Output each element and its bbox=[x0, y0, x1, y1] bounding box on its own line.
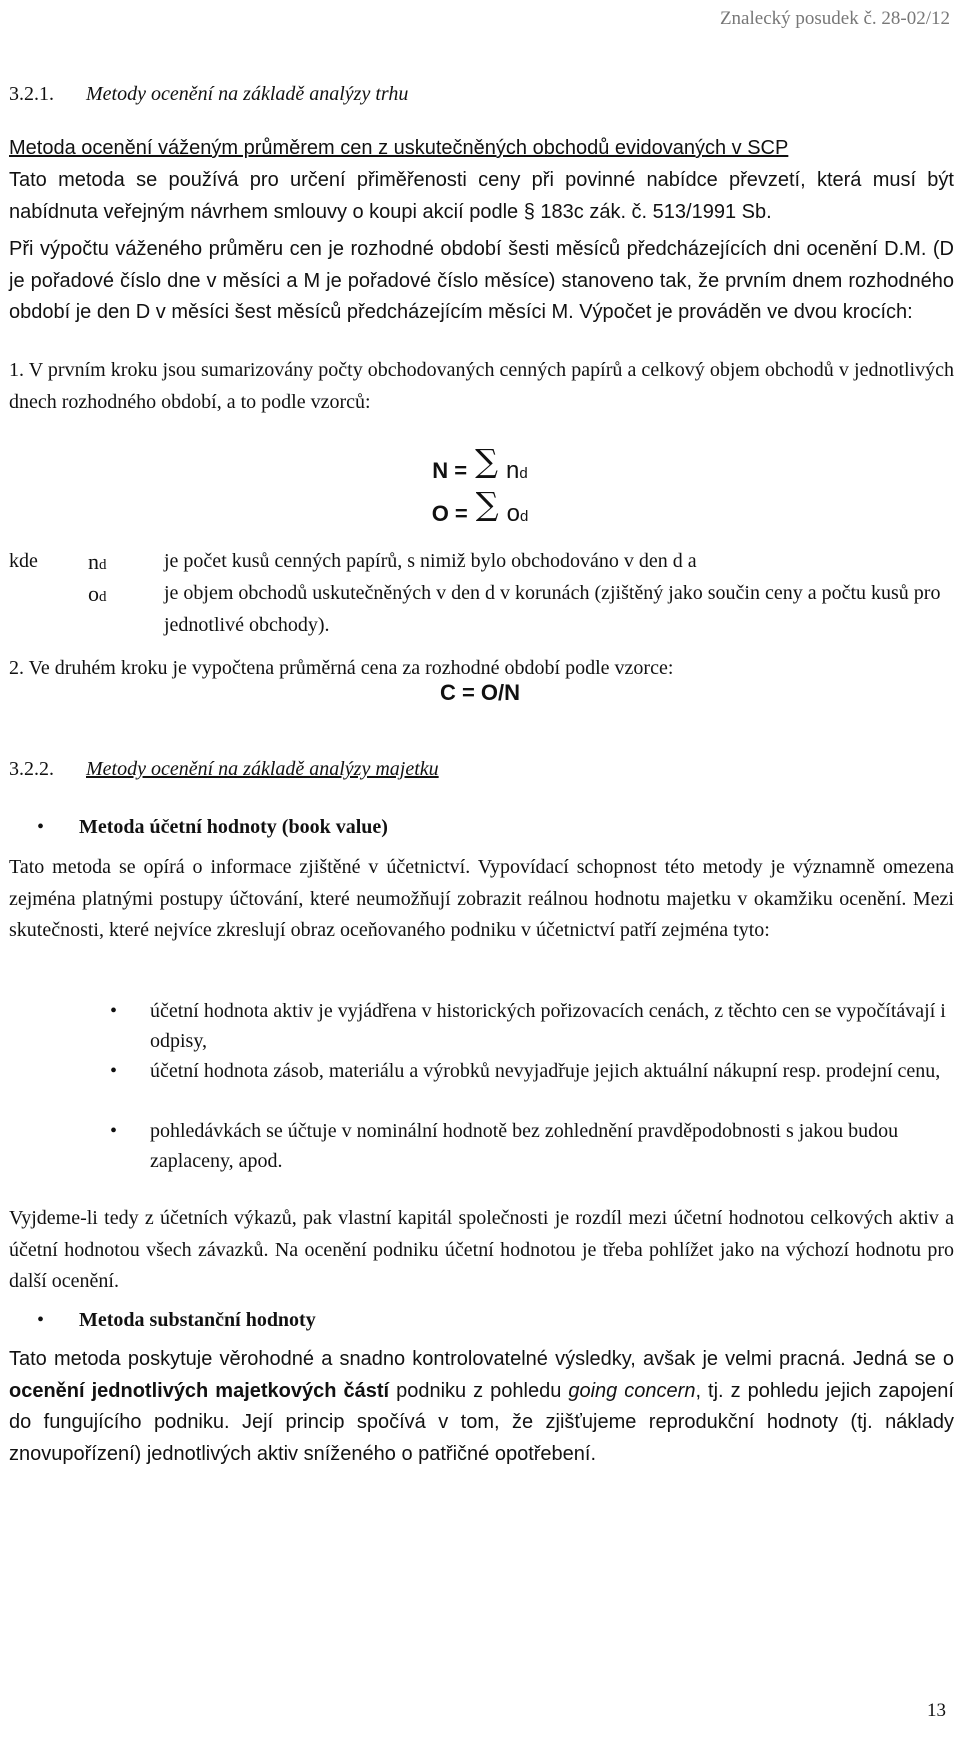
section-number: 3.2.1. bbox=[9, 83, 54, 105]
bullet-icon: • bbox=[110, 1000, 118, 1022]
text-run: Tato metoda poskytuje věrohodné a snadno kontrolovatelné výsledky, avšak je velmi pracná. Jedná se o bbox=[9, 1348, 954, 1370]
formula-sub: d bbox=[519, 465, 528, 482]
method-title: Metoda ocenění váženým průměrem cen z uskutečněných obchodů evidovaných v SCP bbox=[9, 137, 789, 159]
definition-text: je objem obchodů uskutečněných v den d v korunách (zjištěný jako součin ceny a počtu kusů pro jednotlivé obchody). bbox=[164, 582, 941, 636]
paragraph-method-usage: Tato metoda se používá pro určení přiměřenosti ceny při povinné nabídce převzetí, která musí být nabídnuta veřejným návrhem smlouvy o koupi akcií podle § 183c zák. č. 513/1991 Sb. bbox=[9, 169, 954, 223]
kde-label: kde bbox=[9, 550, 38, 572]
formula-var: n bbox=[506, 457, 520, 484]
sigma-icon: ∑ bbox=[475, 485, 499, 523]
section-title: Metody ocenění na základě analýzy trhu bbox=[86, 83, 409, 105]
definition-row-n bbox=[9, 546, 954, 578]
section-heading-321 bbox=[9, 83, 408, 106]
method-title: Metoda substanční hodnoty bbox=[79, 1309, 316, 1331]
paragraph-step2: 2. Ve druhém kroku je vypočtena průměrná cena za rozhodné období podle vzorce: bbox=[9, 657, 674, 679]
list-item-text: účetní hodnota zásob, materiálu a výrobků nevyjadřuje jejich aktuální nákupní resp. prodejní cenu, bbox=[150, 1060, 941, 1082]
paragraph-substance bbox=[9, 1344, 954, 1470]
sigma-icon: ∑ bbox=[475, 442, 498, 480]
paragraph-equity: Vyjdeme-li tedy z účetních výkazů, pak vlastní kapitál společnosti je rozdíl mezi účetní hodnotou celkových aktiv a účetní hodnotou všech závazků. Na ocenění podniku účetní hodnotou je třeba pohlížet jako na výchozí hodnotu pro další ocenění. bbox=[9, 1207, 954, 1292]
section-heading-322 bbox=[9, 758, 439, 781]
list-item-text: účetní hodnota aktiv je vyjádřena v historických pořizovacích cenách, z těchto cen se vypočítávají i odpisy, bbox=[150, 1000, 946, 1052]
page-number: 13 bbox=[927, 1700, 946, 1721]
paragraph-period: Při výpočtu váženého průměru cen je rozhodné období šesti měsíců předcházejících dni ocenění D.M. (D je pořadové číslo dne v měsíci a M je pořadové číslo měsíce) stanoveno tak, že prvním dnem rozhodného období je den D v měsíci šest měsíců předcházejícím měsíci M. Výpočet je prováděn ve dvou krocích: bbox=[9, 238, 954, 323]
section-number: 3.2.2. bbox=[9, 758, 54, 780]
formula-n bbox=[0, 442, 960, 486]
definition-text: je počet kusů cenných papírů, s nimiž bylo obchodováno v den d a bbox=[164, 550, 697, 572]
definition-row-o bbox=[9, 578, 954, 642]
formula-o bbox=[0, 485, 960, 529]
formula-var: o bbox=[506, 500, 520, 527]
paragraph-book-value: Tato metoda se opírá o informace zjištěné v účetnictví. Vypovídací schopnost této metody je významně omezena zejména platnými postupy účtování, které neumožňují zobrazit reálnou hodnotu majetku v okamžiku ocenění. Mezi skutečnosti, které nejvíce zkreslují obraz oceňovaného podniku v účetnictví patří zejména tyto: bbox=[9, 856, 954, 941]
bullet-icon: • bbox=[110, 1120, 118, 1142]
text-run-bold: ocenění jednotlivých majetkových částí bbox=[9, 1379, 390, 1402]
bullet-icon: • bbox=[110, 1060, 118, 1082]
section-title: Metody ocenění na základě analýzy majetku bbox=[86, 758, 439, 780]
list-item-text: pohledávkách se účtuje v nominální hodnotě bez zohlednění pravděpodobnosti s jakou budou zaplaceny, apod. bbox=[150, 1120, 899, 1172]
text-run-italic: going concern bbox=[568, 1379, 696, 1402]
bullet-icon: • bbox=[37, 1309, 45, 1331]
bullet-icon: • bbox=[37, 816, 45, 838]
text-run: podniku z pohledu bbox=[389, 1379, 569, 1402]
method-title: Metoda účetní hodnoty (book value) bbox=[79, 816, 388, 838]
var-sub: d bbox=[99, 589, 107, 605]
definition-var bbox=[88, 546, 107, 582]
var-letter: n bbox=[88, 549, 99, 574]
text-run: , tj. z pohledu jejich zapojení do fungujícího podniku. Její princip spočívá v tom, že zjišťujeme reprodukční hodnoty (tj. náklady znovupořízení) jednotlivých aktiv sníženého o patřičné opotřebení. bbox=[9, 1379, 954, 1465]
formula-lhs: N = bbox=[432, 458, 468, 483]
paragraph-step1: 1. V prvním kroku jsou sumarizovány počty obchodovaných cenných papírů a celkový objem obchodů v jednotlivých dnech rozhodného období, a to podle vzorců: bbox=[9, 359, 954, 413]
document-header: Znalecký posudek č. 28-02/12 bbox=[719, 8, 950, 29]
formula-sub: d bbox=[519, 508, 529, 525]
formula-lhs: O = bbox=[431, 501, 468, 526]
var-sub: d bbox=[99, 557, 107, 573]
definition-var bbox=[88, 578, 107, 614]
var-letter: o bbox=[88, 581, 99, 606]
formula-c: C = O/N bbox=[439, 680, 521, 705]
